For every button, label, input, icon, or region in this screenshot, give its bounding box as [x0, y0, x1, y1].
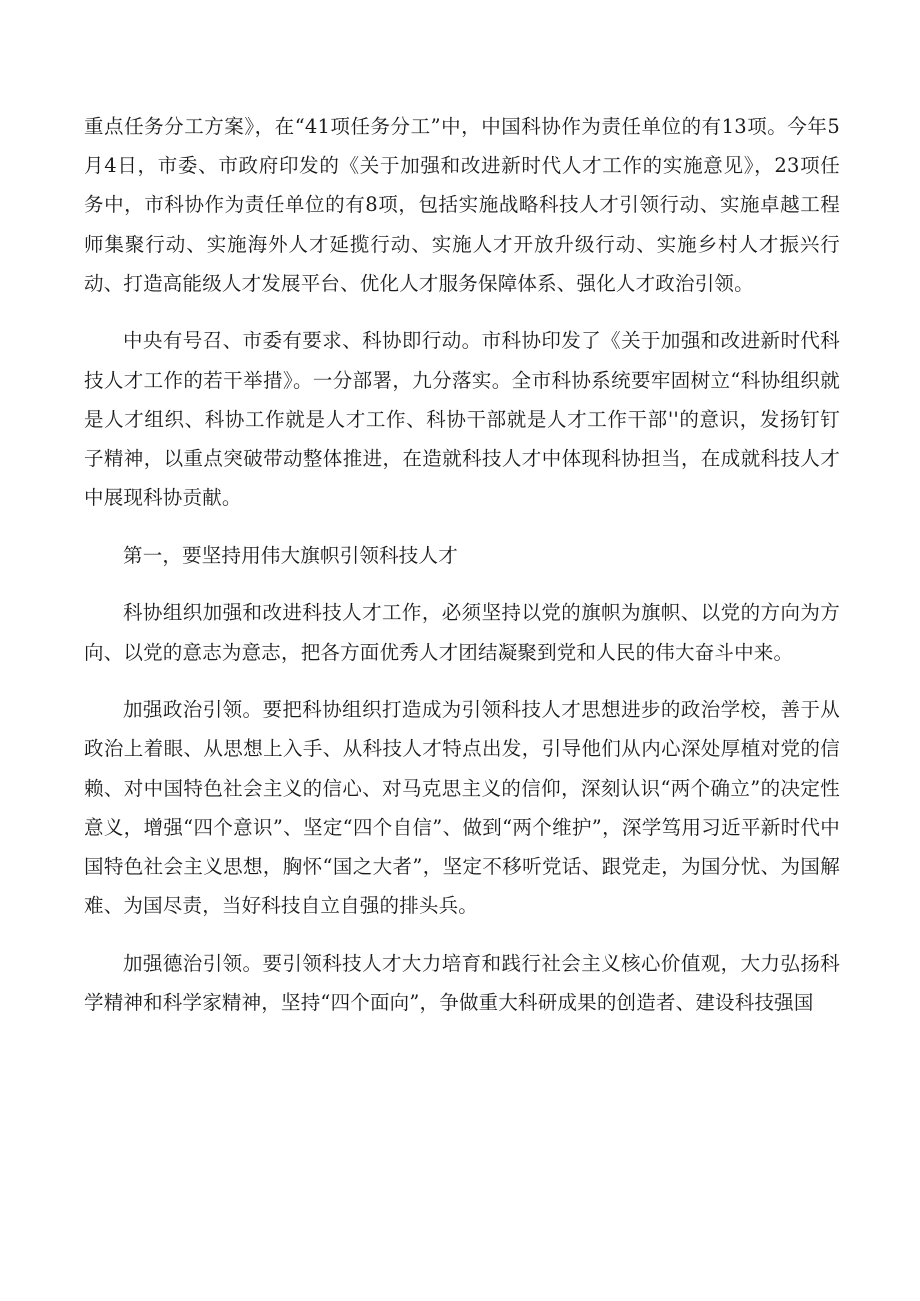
paragraph-political-guidance: 加强政治引领。要把科协组织打造成为引领科技人才思想进步的政治学校，善于从政治上着眼、从思想上入手、从科技人才特点出发，引导他们从内心深处厚植对党的信赖、对中国特色社会主义的信心、对马克思主义的信仰，深刻认识“两个确立”的决定性意义，增强“四个意识”、坚定“四个自信”、做到“两个维护”，深学笃用习近平新时代中国特色社会主义思想，胸怀“国之大者”，坚定不移听党话、跟党走，为国分忧、为国解难、为国尽责，当好科技自立自强的排头兵。 [84, 698, 840, 918]
paragraph-cast-action: 中央有号召、市委有要求、科协即行动。市科协印发了《关于加强和改进新时代科技人才工作的若干举措》。一分部署，九分落实。全市科协系统要牢固树立“科协组织就是人才组织、科协工作就是人才工作、科协干部就是人才工作干部''的意识，发扬钉钉子精神，以重点突破带动整体推进，在造就科技人才中体现科协担当，在成就科技人才中展现科协贡献。 [84, 329, 840, 510]
document-body [84, 107, 840, 1041]
paragraph-moral-guidance: 加强德治引领。要引领科技人才大力培育和践行社会主义核心价值观，大力弘扬科学精神和科学家精神，坚持“四个面向”，争做重大科研成果的创造者、建设科技强国 [84, 951, 840, 1015]
paragraph-banner-guidance: 科协组织加强和改进科技人才工作，必须坚持以党的旗帜为旗帜、以党的方向为方向、以党的意志为意志，把各方面优秀人才团结凝聚到党和人民的伟大奋斗中来。 [84, 601, 840, 664]
section-heading-first: 第一，要坚持用伟大旗帜引领科技人才 [123, 543, 458, 567]
paragraph-task-division: 重点任务分工方案》，在“41项任务分工”中，中国科协作为责任单位的有13项。今年5月4日，市委、市政府印发的《关于加强和改进新时代人才工作的实施意见》，23项任务中，市科协作为责任单位的有8项，包括实施战略科技人才引领行动、实施卓越工程师集聚行动、实施海外人才延揽行动、实施人才开放升级行动、实施乡村人才振兴行动、打造高能级人才发展平台、优化人才服务保障体系、强化人才政治引领。 [84, 115, 840, 295]
